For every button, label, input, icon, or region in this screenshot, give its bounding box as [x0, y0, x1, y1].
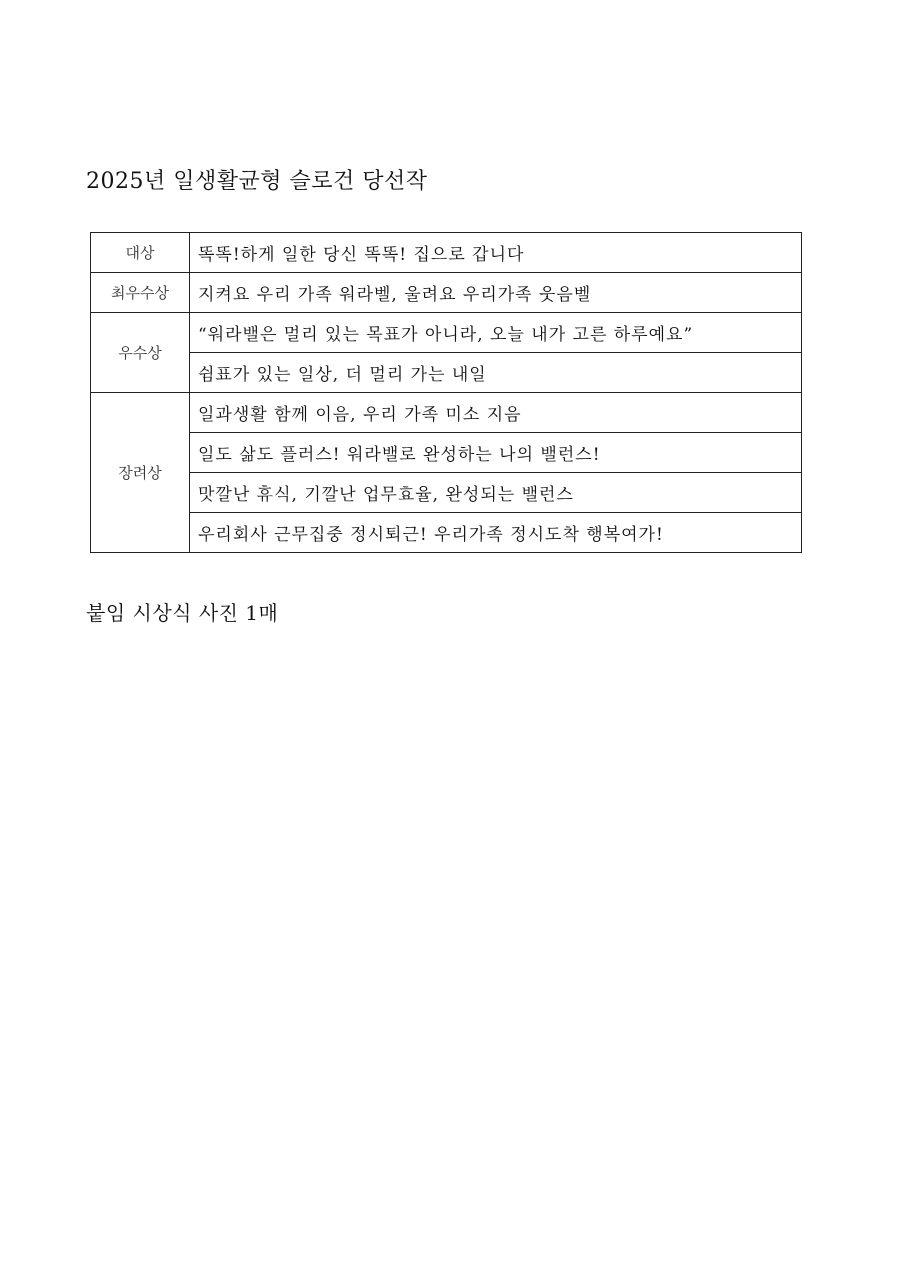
table-row — [91, 433, 802, 473]
award-category-excellence: 최우수상 — [91, 273, 190, 313]
attachment-note: 붙임 시상식 사진 1매 — [86, 601, 279, 625]
award-category-merit: 우수상 — [91, 313, 190, 393]
slogan-cell: 지켜요 우리 가족 워라벨, 울려요 우리가족 웃음벨 — [190, 273, 802, 313]
slogan-cell: 일과생활 함께 이음, 우리 가족 미소 지음 — [190, 393, 802, 433]
awards-table — [90, 232, 802, 553]
table-row — [91, 473, 802, 513]
table-row — [91, 313, 802, 353]
slogan-cell: 우리회사 근무집중 정시퇴근! 우리가족 정시도착 행복여가! — [190, 513, 802, 553]
table-row — [91, 353, 802, 393]
slogan-cell: 똑똑!하게 일한 당신 똑똑! 집으로 갑니다 — [190, 233, 802, 273]
slogan-cell: 일도 삶도 플러스! 워라밸로 완성하는 나의 밸런스! — [190, 433, 802, 473]
award-category-grand: 대상 — [91, 233, 190, 273]
award-category-encouragement: 장려상 — [91, 393, 190, 553]
table-row — [91, 273, 802, 313]
table-row — [91, 233, 802, 273]
slogan-cell: 쉼표가 있는 일상, 더 멀리 가는 내일 — [190, 353, 802, 393]
table-row — [91, 393, 802, 433]
slogan-cell: “워라밸은 멀리 있는 목표가 아니라, 오늘 내가 고른 하루예요” — [190, 313, 802, 353]
table-row — [91, 513, 802, 553]
slogan-cell: 맛깔난 휴식, 기깔난 업무효율, 완성되는 밸런스 — [190, 473, 802, 513]
document-title: 2025년 일생활균형 슬로건 당선작 — [86, 169, 428, 194]
